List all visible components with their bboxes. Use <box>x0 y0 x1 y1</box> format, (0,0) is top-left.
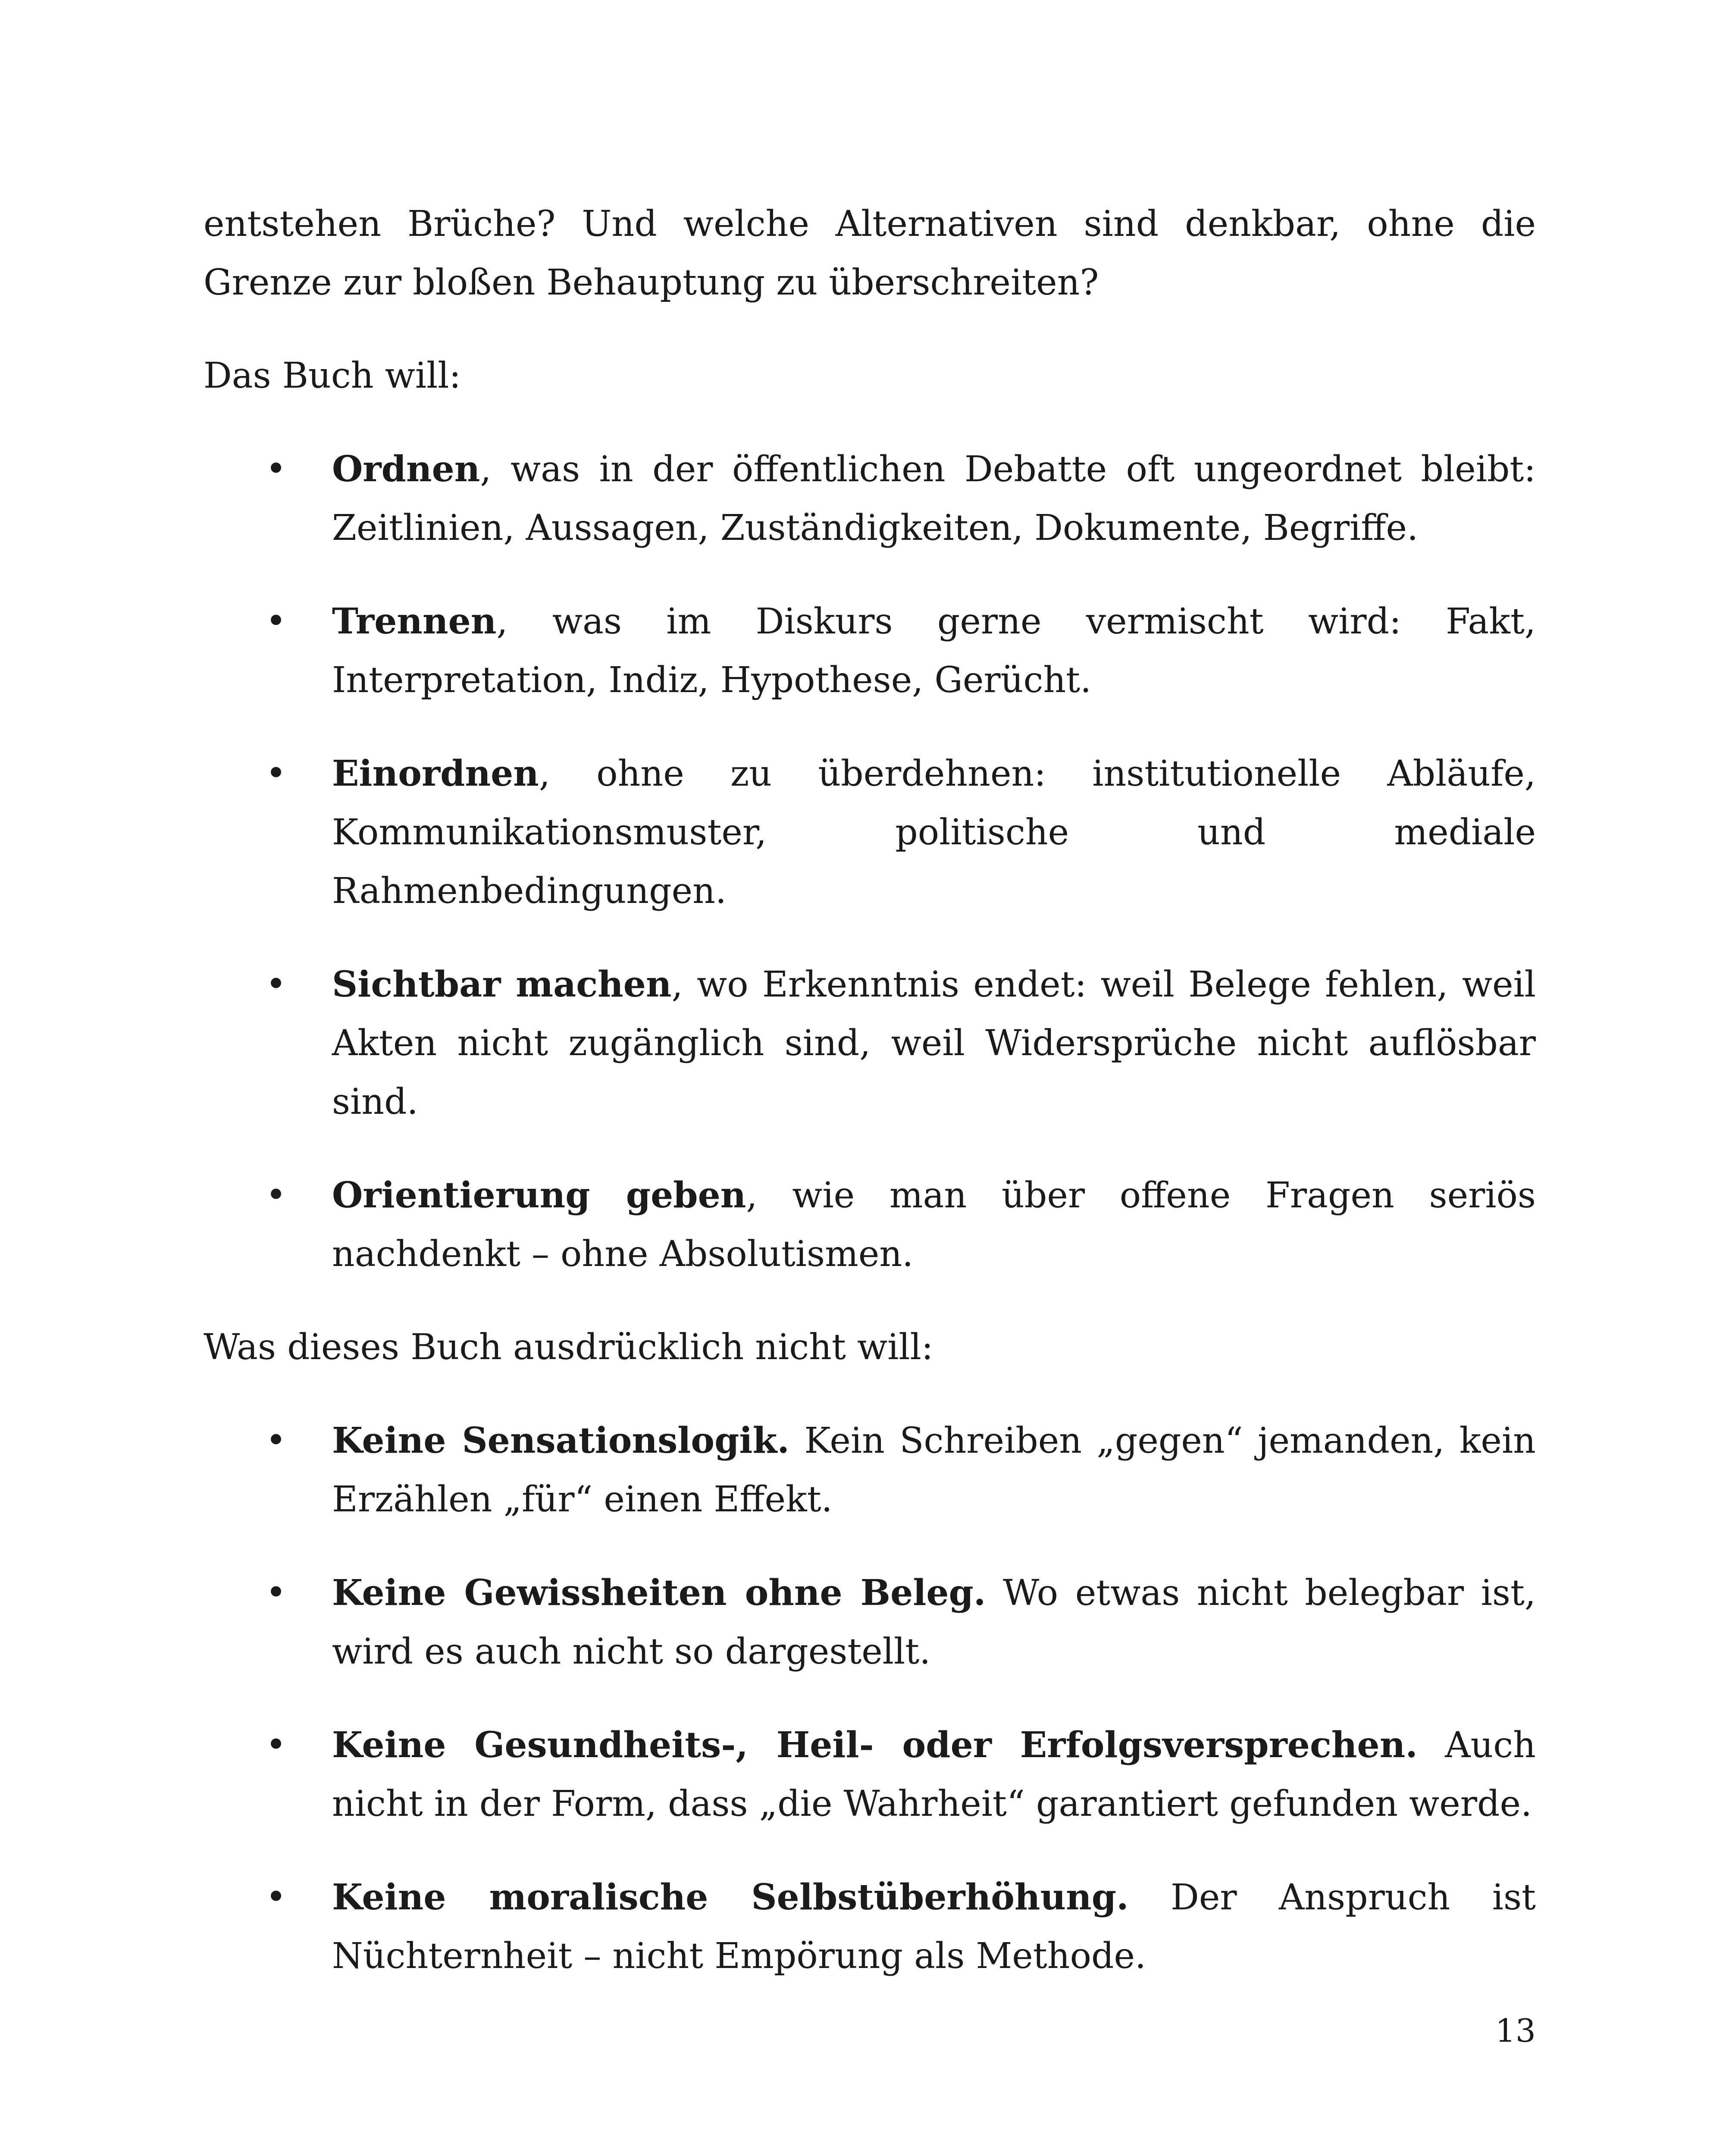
list-item-text: Auch nicht in der Form, dass „die Wahrheit“ garantiert gefunden werde. <box>332 1725 1536 1824</box>
bullet-icon <box>263 1564 289 1622</box>
list-item-term: Keine Gesundheits-, Heil- oder Erfolgsversprechen. <box>332 1724 1418 1766</box>
bullet-icon <box>263 1411 289 1470</box>
list-item-text: Wo etwas nicht belegbar ist, wird es auch nicht so dargestellt. <box>332 1573 1536 1672</box>
bullet-icon <box>263 744 289 803</box>
list-item-text: , was in der öffentlichen Debatte oft ungeordnet bleibt: Zeitlinien, Aussagen, Zuständigkeiten, Dokumente, Begriffe. <box>332 449 1536 548</box>
list-item <box>204 744 1536 921</box>
list-item-text: Kein Schreiben „gegen“ jemanden, kein Erzählen „für“ einen Effekt. <box>332 1420 1536 1520</box>
bullet-icon <box>263 440 289 498</box>
intro-paragraph: entstehen Brüche? Und welche Alternativen sind denkbar, ohne die Grenze zur bloßen Behauptung zu überschreiten? <box>204 204 1536 303</box>
list-item <box>204 1716 1536 1833</box>
non-goals-heading: Was dieses Buch ausdrücklich nicht will: <box>204 1327 933 1368</box>
list-item <box>204 440 1536 558</box>
goals-heading: Das Buch will: <box>204 355 461 396</box>
bullet-icon <box>263 1716 289 1774</box>
list-item-term: Trennen <box>332 601 497 642</box>
list-item-term: Keine Sensationslogik. <box>332 1420 789 1461</box>
list-item-text: , wo Erkenntnis endet: weil Belege fehlen, weil Akten nicht zugänglich sind, weil Widersprüche nicht auflösbar sind. <box>332 964 1536 1122</box>
list-item <box>204 955 1536 1131</box>
list-item <box>204 592 1536 710</box>
list-item-term: Sichtbar machen <box>332 964 672 1005</box>
bullet-icon <box>263 1166 289 1225</box>
list-item-text: Der Anspruch ist Nüchternheit – nicht Empörung als Methode. <box>332 1877 1536 1977</box>
non-goals-list <box>204 1411 1536 1986</box>
list-item <box>204 1411 1536 1529</box>
list-item-text: , ohne zu überdehnen: institutionelle Abläufe, Kommunikationsmuster, politische und mediale Rahmenbedingungen. <box>332 753 1536 912</box>
list-item <box>204 1868 1536 1986</box>
page-number: 13 <box>1495 2012 1536 2049</box>
list-item-term: Keine Gewissheiten ohne Beleg. <box>332 1572 986 1614</box>
list-item-term: Ordnen <box>332 448 480 490</box>
goals-list <box>204 440 1536 1284</box>
list-item-text: , was im Diskurs gerne vermischt wird: Fakt, Interpretation, Indiz, Hypothese, Gerücht. <box>332 601 1536 701</box>
list-item <box>204 1564 1536 1681</box>
list-item-term: Einordnen <box>332 753 539 794</box>
body-text <box>204 195 1536 2020</box>
list-item-text: , wie man über offene Fragen seriös nachdenkt – ohne Absolutismen. <box>332 1175 1536 1275</box>
list-item-term: Keine moralische Selbstüberhöhung. <box>332 1877 1129 1918</box>
list-item-term: Orientierung geben <box>332 1175 746 1216</box>
bullet-icon <box>263 1868 289 1927</box>
bullet-icon <box>263 955 289 1014</box>
list-item <box>204 1166 1536 1284</box>
bullet-icon <box>263 592 289 651</box>
